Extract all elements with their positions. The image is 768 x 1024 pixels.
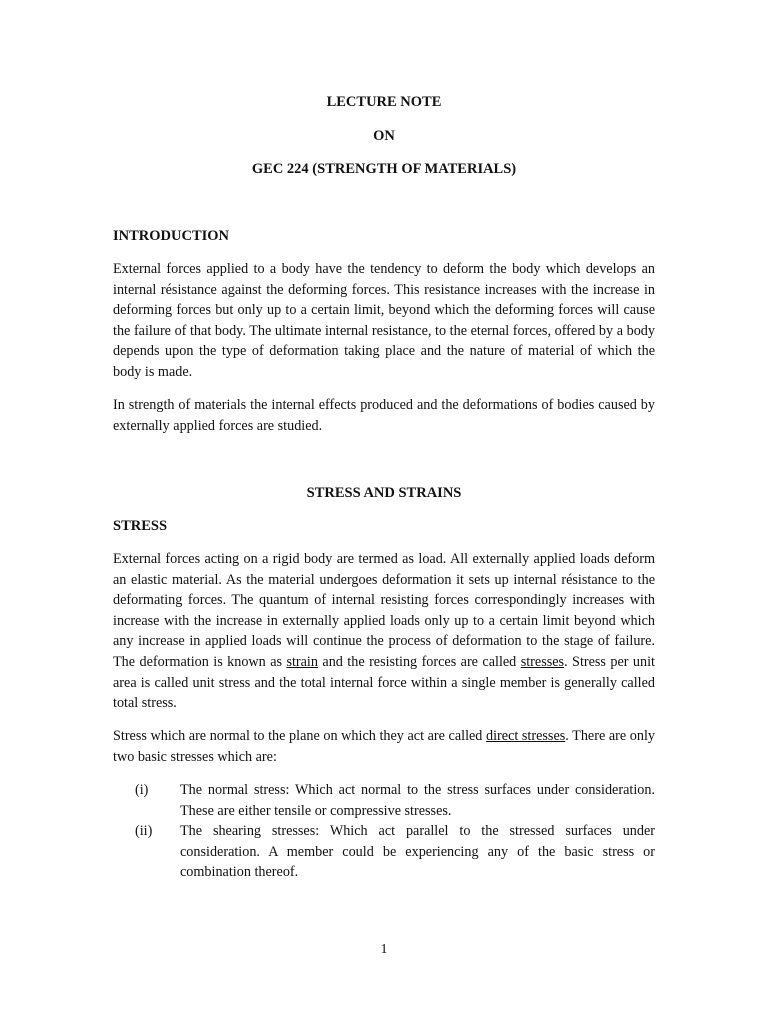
stress-paragraph-1: [113, 549, 655, 714]
stress-heading: STRESS: [113, 518, 168, 534]
term-strain: strain: [286, 653, 318, 670]
stress-paragraph-1-text-c: . Stress per unit area is called unit stress and the total internal force within a single member is generally called total stress.: [113, 653, 655, 712]
list-item-marker: (ii): [135, 823, 153, 840]
introduction-paragraph-1: External forces applied to a body have the tendency to deform the body which develops an internal résistance against the deforming forces. This resistance increases with the increase in deforming forces but only up to a certain limit, beyond which the deforming forces will cause the failure of that body. The ultimate internal resistance, to the eternal forces, offered by a body depends upon the type of deformation taking place and the nature of material of which the body is made.: [113, 261, 655, 380]
document-title-line-2: ON: [373, 128, 395, 144]
stress-paragraph-1-text-a: External forces acting on a rigid body are termed as load. All externally applied loads deform an elastic material. As the material undergoes deformation it sets up internal résistance to the deformating forces. The quantum of internal resisting forces correspondingly increases with increase with the increase in externally applied loads only up to a certain limit beyond which any increase in applied loads will continue the process of deformation to the stage of failure. The deformation is known as: [113, 551, 655, 670]
list-item-text: The normal stress: Which act normal to the stress surfaces under consideration. These are either tensile or compressive stresses.: [180, 782, 655, 819]
document-title-line-1: LECTURE NOTE: [326, 94, 442, 110]
list-item: [135, 821, 655, 883]
stress-paragraph-2-text-b: . There are only two basic stresses which are:: [113, 728, 655, 765]
page-number: 1: [380, 942, 388, 957]
term-direct-stresses: direct stresses: [486, 728, 566, 744]
list-item-marker: (i): [135, 782, 149, 798]
basic-stresses-list: [135, 780, 655, 883]
list-item: [135, 780, 655, 821]
stress-paragraph-1-text-b: and the resisting forces are called: [317, 653, 521, 670]
section-title: STRESS AND STRAINS: [306, 485, 462, 501]
stress-paragraph-2: [113, 726, 655, 767]
introduction-paragraph-2: In strength of materials the internal effects produced and the deformations of bodies caused by externally applied forces are studied.: [113, 397, 655, 434]
term-stresses: stresses: [520, 653, 565, 670]
stress-paragraph-2-text-a: Stress which are normal to the plane on which they act are called: [113, 728, 487, 744]
list-item-text: The shearing stresses: Which act parallel to the stressed surfaces under consideration. A member could be experiencing any of the basic stress or combination thereof.: [180, 823, 655, 881]
document-title-line-3: GEC 224 (STRENGTH OF MATERIALS): [251, 161, 517, 177]
introduction-heading: INTRODUCTION: [113, 228, 230, 244]
